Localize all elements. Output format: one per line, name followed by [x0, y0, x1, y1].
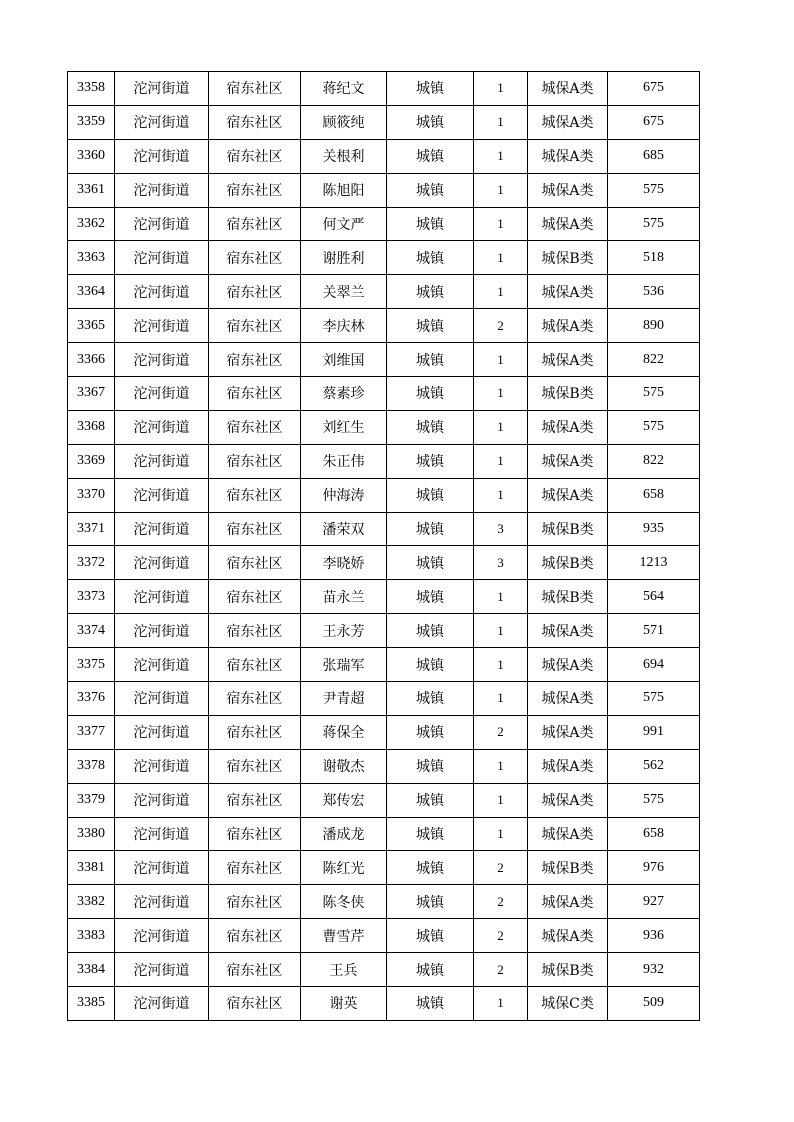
table-row — [68, 444, 700, 478]
category-cell: 城保B类 — [528, 241, 608, 275]
table-row — [68, 715, 700, 749]
category-cell: 城保A类 — [528, 410, 608, 444]
community-cell: 宿东社区 — [209, 987, 301, 1021]
name-cell: 陈红光 — [301, 851, 387, 885]
residence-type-cell: 城镇 — [387, 682, 474, 716]
household-size-cell: 2 — [474, 919, 528, 953]
community-cell: 宿东社区 — [209, 173, 301, 207]
row-number-cell: 3363 — [68, 241, 115, 275]
category-cell: 城保B类 — [528, 953, 608, 987]
amount-cell: 927 — [608, 885, 700, 919]
row-number-cell: 3377 — [68, 715, 115, 749]
category-cell: 城保A类 — [528, 478, 608, 512]
name-cell: 谢英 — [301, 987, 387, 1021]
table-row — [68, 783, 700, 817]
name-cell: 刘红生 — [301, 410, 387, 444]
residence-type-cell: 城镇 — [387, 546, 474, 580]
street-cell: 沱河街道 — [115, 987, 209, 1021]
household-size-cell: 1 — [474, 580, 528, 614]
residence-type-cell: 城镇 — [387, 72, 474, 106]
household-size-cell: 1 — [474, 648, 528, 682]
table-row — [68, 987, 700, 1021]
residence-type-cell: 城镇 — [387, 817, 474, 851]
amount-cell: 1213 — [608, 546, 700, 580]
name-cell: 蒋保全 — [301, 715, 387, 749]
community-cell: 宿东社区 — [209, 919, 301, 953]
table-row — [68, 580, 700, 614]
household-size-cell: 1 — [474, 987, 528, 1021]
name-cell: 陈冬侠 — [301, 885, 387, 919]
row-number-cell: 3361 — [68, 173, 115, 207]
name-cell: 郑传宏 — [301, 783, 387, 817]
household-size-cell: 3 — [474, 546, 528, 580]
community-cell: 宿东社区 — [209, 105, 301, 139]
community-cell: 宿东社区 — [209, 275, 301, 309]
household-size-cell: 1 — [474, 444, 528, 478]
residence-type-cell: 城镇 — [387, 614, 474, 648]
name-cell: 潘荣双 — [301, 512, 387, 546]
residence-type-cell: 城镇 — [387, 105, 474, 139]
row-number-cell: 3382 — [68, 885, 115, 919]
row-number-cell: 3376 — [68, 682, 115, 716]
name-cell: 潘成龙 — [301, 817, 387, 851]
residence-type-cell: 城镇 — [387, 139, 474, 173]
community-cell: 宿东社区 — [209, 953, 301, 987]
residence-type-cell: 城镇 — [387, 715, 474, 749]
amount-cell: 822 — [608, 444, 700, 478]
amount-cell: 694 — [608, 648, 700, 682]
community-cell: 宿东社区 — [209, 682, 301, 716]
table-row — [68, 512, 700, 546]
community-cell: 宿东社区 — [209, 444, 301, 478]
table-row — [68, 139, 700, 173]
table-row — [68, 410, 700, 444]
category-cell: 城保A类 — [528, 444, 608, 478]
table-row — [68, 817, 700, 851]
category-cell: 城保A类 — [528, 885, 608, 919]
residence-type-cell: 城镇 — [387, 275, 474, 309]
name-cell: 曹雪芹 — [301, 919, 387, 953]
community-cell: 宿东社区 — [209, 817, 301, 851]
name-cell: 刘维国 — [301, 343, 387, 377]
category-cell: 城保A类 — [528, 817, 608, 851]
amount-cell: 571 — [608, 614, 700, 648]
household-size-cell: 1 — [474, 105, 528, 139]
amount-cell: 536 — [608, 275, 700, 309]
street-cell: 沱河街道 — [115, 580, 209, 614]
category-cell: 城保A类 — [528, 309, 608, 343]
row-number-cell: 3364 — [68, 275, 115, 309]
table-row — [68, 207, 700, 241]
name-cell: 尹青超 — [301, 682, 387, 716]
amount-cell: 675 — [608, 72, 700, 106]
row-number-cell: 3383 — [68, 919, 115, 953]
table-row — [68, 377, 700, 411]
community-cell: 宿东社区 — [209, 614, 301, 648]
residence-type-cell: 城镇 — [387, 749, 474, 783]
row-number-cell: 3358 — [68, 72, 115, 106]
community-cell: 宿东社区 — [209, 478, 301, 512]
row-number-cell: 3372 — [68, 546, 115, 580]
category-cell: 城保B类 — [528, 512, 608, 546]
amount-cell: 562 — [608, 749, 700, 783]
street-cell: 沱河街道 — [115, 851, 209, 885]
row-number-cell: 3360 — [68, 139, 115, 173]
amount-cell: 518 — [608, 241, 700, 275]
household-size-cell: 3 — [474, 512, 528, 546]
community-cell: 宿东社区 — [209, 343, 301, 377]
household-size-cell: 1 — [474, 410, 528, 444]
community-cell: 宿东社区 — [209, 580, 301, 614]
street-cell: 沱河街道 — [115, 173, 209, 207]
name-cell: 李庆林 — [301, 309, 387, 343]
residence-type-cell: 城镇 — [387, 851, 474, 885]
household-size-cell: 1 — [474, 275, 528, 309]
name-cell: 李晓娇 — [301, 546, 387, 580]
household-size-cell: 1 — [474, 614, 528, 648]
street-cell: 沱河街道 — [115, 546, 209, 580]
household-size-cell: 1 — [474, 817, 528, 851]
amount-cell: 675 — [608, 105, 700, 139]
residence-type-cell: 城镇 — [387, 512, 474, 546]
household-size-cell: 1 — [474, 207, 528, 241]
category-cell: 城保A类 — [528, 343, 608, 377]
row-number-cell: 3373 — [68, 580, 115, 614]
amount-cell: 575 — [608, 410, 700, 444]
table-row — [68, 173, 700, 207]
residence-type-cell: 城镇 — [387, 410, 474, 444]
street-cell: 沱河街道 — [115, 377, 209, 411]
row-number-cell: 3371 — [68, 512, 115, 546]
table-row — [68, 648, 700, 682]
street-cell: 沱河街道 — [115, 444, 209, 478]
amount-cell: 935 — [608, 512, 700, 546]
household-size-cell: 2 — [474, 309, 528, 343]
street-cell: 沱河街道 — [115, 715, 209, 749]
amount-cell: 822 — [608, 343, 700, 377]
amount-cell: 575 — [608, 783, 700, 817]
community-cell: 宿东社区 — [209, 749, 301, 783]
residence-type-cell: 城镇 — [387, 309, 474, 343]
amount-cell: 564 — [608, 580, 700, 614]
category-cell: 城保B类 — [528, 851, 608, 885]
community-cell: 宿东社区 — [209, 410, 301, 444]
category-cell: 城保A类 — [528, 105, 608, 139]
street-cell: 沱河街道 — [115, 512, 209, 546]
table-row — [68, 851, 700, 885]
name-cell: 谢敬杰 — [301, 749, 387, 783]
residence-type-cell: 城镇 — [387, 207, 474, 241]
name-cell: 顾筱纯 — [301, 105, 387, 139]
name-cell: 王兵 — [301, 953, 387, 987]
row-number-cell: 3367 — [68, 377, 115, 411]
household-size-cell: 1 — [474, 682, 528, 716]
table-row — [68, 885, 700, 919]
category-cell: 城保A类 — [528, 72, 608, 106]
category-cell: 城保A类 — [528, 783, 608, 817]
name-cell: 关翠兰 — [301, 275, 387, 309]
residence-type-cell: 城镇 — [387, 478, 474, 512]
category-cell: 城保A类 — [528, 648, 608, 682]
household-size-cell: 1 — [474, 478, 528, 512]
row-number-cell: 3370 — [68, 478, 115, 512]
table-row — [68, 309, 700, 343]
row-number-cell: 3362 — [68, 207, 115, 241]
residence-type-cell: 城镇 — [387, 343, 474, 377]
street-cell: 沱河街道 — [115, 410, 209, 444]
row-number-cell: 3374 — [68, 614, 115, 648]
row-number-cell: 3365 — [68, 309, 115, 343]
street-cell: 沱河街道 — [115, 478, 209, 512]
street-cell: 沱河街道 — [115, 614, 209, 648]
row-number-cell: 3369 — [68, 444, 115, 478]
amount-cell: 575 — [608, 207, 700, 241]
amount-cell: 658 — [608, 478, 700, 512]
row-number-cell: 3368 — [68, 410, 115, 444]
category-cell: 城保A类 — [528, 715, 608, 749]
residence-type-cell: 城镇 — [387, 377, 474, 411]
row-number-cell: 3384 — [68, 953, 115, 987]
table-row — [68, 478, 700, 512]
street-cell: 沱河街道 — [115, 919, 209, 953]
street-cell: 沱河街道 — [115, 783, 209, 817]
name-cell: 蒋纪文 — [301, 72, 387, 106]
table-row — [68, 105, 700, 139]
table-body — [68, 72, 700, 1021]
street-cell: 沱河街道 — [115, 885, 209, 919]
amount-cell: 658 — [608, 817, 700, 851]
category-cell: 城保A类 — [528, 749, 608, 783]
household-size-cell: 2 — [474, 953, 528, 987]
residence-type-cell: 城镇 — [387, 241, 474, 275]
category-cell: 城保A类 — [528, 275, 608, 309]
table-row — [68, 72, 700, 106]
household-size-cell: 1 — [474, 72, 528, 106]
amount-cell: 932 — [608, 953, 700, 987]
amount-cell: 575 — [608, 377, 700, 411]
street-cell: 沱河街道 — [115, 275, 209, 309]
community-cell: 宿东社区 — [209, 885, 301, 919]
community-cell: 宿东社区 — [209, 241, 301, 275]
name-cell: 关根利 — [301, 139, 387, 173]
street-cell: 沱河街道 — [115, 241, 209, 275]
community-cell: 宿东社区 — [209, 207, 301, 241]
household-size-cell: 2 — [474, 885, 528, 919]
amount-cell: 936 — [608, 919, 700, 953]
row-number-cell: 3378 — [68, 749, 115, 783]
row-number-cell: 3375 — [68, 648, 115, 682]
row-number-cell: 3381 — [68, 851, 115, 885]
row-number-cell: 3366 — [68, 343, 115, 377]
name-cell: 苗永兰 — [301, 580, 387, 614]
table-row — [68, 682, 700, 716]
community-cell: 宿东社区 — [209, 512, 301, 546]
residence-type-cell: 城镇 — [387, 987, 474, 1021]
amount-cell: 575 — [608, 682, 700, 716]
street-cell: 沱河街道 — [115, 72, 209, 106]
amount-cell: 991 — [608, 715, 700, 749]
household-size-cell: 1 — [474, 343, 528, 377]
amount-cell: 890 — [608, 309, 700, 343]
name-cell: 陈旭阳 — [301, 173, 387, 207]
household-size-cell: 2 — [474, 715, 528, 749]
household-size-cell: 1 — [474, 749, 528, 783]
community-cell: 宿东社区 — [209, 546, 301, 580]
household-size-cell: 2 — [474, 851, 528, 885]
community-cell: 宿东社区 — [209, 309, 301, 343]
name-cell: 何文严 — [301, 207, 387, 241]
residence-type-cell: 城镇 — [387, 953, 474, 987]
table-row — [68, 749, 700, 783]
community-cell: 宿东社区 — [209, 783, 301, 817]
street-cell: 沱河街道 — [115, 139, 209, 173]
name-cell: 仲海涛 — [301, 478, 387, 512]
residence-type-cell: 城镇 — [387, 580, 474, 614]
row-number-cell: 3379 — [68, 783, 115, 817]
residence-type-cell: 城镇 — [387, 783, 474, 817]
amount-cell: 509 — [608, 987, 700, 1021]
street-cell: 沱河街道 — [115, 309, 209, 343]
row-number-cell: 3380 — [68, 817, 115, 851]
household-size-cell: 1 — [474, 377, 528, 411]
table-row — [68, 275, 700, 309]
street-cell: 沱河街道 — [115, 648, 209, 682]
name-cell: 蔡素珍 — [301, 377, 387, 411]
name-cell: 张瑞军 — [301, 648, 387, 682]
street-cell: 沱河街道 — [115, 817, 209, 851]
community-cell: 宿东社区 — [209, 851, 301, 885]
table-row — [68, 614, 700, 648]
community-cell: 宿东社区 — [209, 139, 301, 173]
street-cell: 沱河街道 — [115, 105, 209, 139]
community-cell: 宿东社区 — [209, 377, 301, 411]
table-row — [68, 546, 700, 580]
name-cell: 朱正伟 — [301, 444, 387, 478]
household-size-cell: 1 — [474, 139, 528, 173]
table-row — [68, 343, 700, 377]
street-cell: 沱河街道 — [115, 682, 209, 716]
street-cell: 沱河街道 — [115, 749, 209, 783]
table-row — [68, 919, 700, 953]
category-cell: 城保B类 — [528, 580, 608, 614]
row-number-cell: 3359 — [68, 105, 115, 139]
street-cell: 沱河街道 — [115, 343, 209, 377]
amount-cell: 976 — [608, 851, 700, 885]
category-cell: 城保A类 — [528, 919, 608, 953]
table-row — [68, 241, 700, 275]
category-cell: 城保A类 — [528, 614, 608, 648]
household-size-cell: 1 — [474, 241, 528, 275]
category-cell: 城保B类 — [528, 377, 608, 411]
category-cell: 城保A类 — [528, 207, 608, 241]
residence-type-cell: 城镇 — [387, 648, 474, 682]
residence-type-cell: 城镇 — [387, 919, 474, 953]
name-cell: 王永芳 — [301, 614, 387, 648]
category-cell: 城保C类 — [528, 987, 608, 1021]
community-cell: 宿东社区 — [209, 72, 301, 106]
residence-type-cell: 城镇 — [387, 444, 474, 478]
community-cell: 宿东社区 — [209, 648, 301, 682]
household-size-cell: 1 — [474, 173, 528, 207]
residence-type-cell: 城镇 — [387, 885, 474, 919]
row-number-cell: 3385 — [68, 987, 115, 1021]
table-row — [68, 953, 700, 987]
residence-type-cell: 城镇 — [387, 173, 474, 207]
community-cell: 宿东社区 — [209, 715, 301, 749]
category-cell: 城保B类 — [528, 546, 608, 580]
household-size-cell: 1 — [474, 783, 528, 817]
category-cell: 城保A类 — [528, 173, 608, 207]
street-cell: 沱河街道 — [115, 207, 209, 241]
amount-cell: 575 — [608, 173, 700, 207]
street-cell: 沱河街道 — [115, 953, 209, 987]
category-cell: 城保A类 — [528, 682, 608, 716]
amount-cell: 685 — [608, 139, 700, 173]
category-cell: 城保A类 — [528, 139, 608, 173]
beneficiary-table — [67, 71, 700, 1021]
name-cell: 谢胜利 — [301, 241, 387, 275]
